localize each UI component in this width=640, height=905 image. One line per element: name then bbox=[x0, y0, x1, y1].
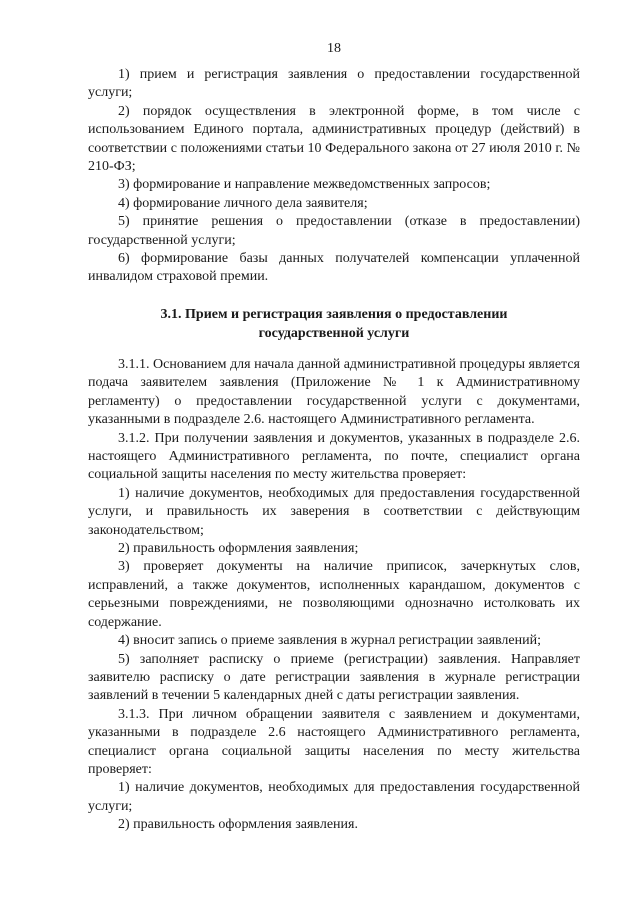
section-title-line-2: государственной услуги bbox=[258, 326, 410, 341]
section-body bbox=[88, 356, 580, 835]
procedure-list bbox=[88, 66, 580, 287]
paragraph: 3.1.1. Основанием для начала данной административной процедуры является подача заявителем заявления (Приложение № 1 к Административному регламенту) о предоставлении государственной услуги с документами, указанными в подразделе 2.6. настоящего Административного регламента. bbox=[88, 357, 580, 428]
list-item: 3) формирование и направление межведомственных запросов; bbox=[118, 177, 491, 193]
list-item: 4) формирование личного дела заявителя; bbox=[118, 195, 368, 211]
list-item: 5) принятие решения о предоставлении (отказе в предоставлении) государственной услуги; bbox=[88, 214, 580, 248]
list-item: 1) прием и регистрация заявления о предоставлении государственной услуги; bbox=[88, 67, 580, 101]
page-number: 18 bbox=[327, 41, 341, 56]
paragraph: 2) правильность оформления заявления. bbox=[118, 817, 358, 833]
paragraph: 5) заполняет расписку о приеме (регистрации) заявления. Направляет заявителю расписку о дате регистрации заявления в журнале регистрации заявлений в течении 5 календарных дней с даты регистрации заявления. bbox=[88, 651, 580, 704]
paragraph: 1) наличие документов, необходимых для предоставления государственной услуги; bbox=[88, 780, 580, 814]
paragraph: 3.1.2. При получении заявления и документов, указанных в подразделе 2.6. настоящего Административного регламента, по почте, специалист органа социальной защиты населения по месту жительства проверяет: bbox=[88, 430, 580, 483]
section-heading bbox=[88, 305, 580, 343]
paragraph: 3) проверяет документы на наличие приписок, зачеркнутых слов, исправлений, а также документов, исполненных карандашом, документов с серьезными повреждениями, не позволяющими однозначно истолковать их содержание. bbox=[88, 559, 580, 630]
paragraph: 2) правильность оформления заявления; bbox=[118, 541, 359, 557]
list-item: 2) порядок осуществления в электронной форме, в том числе с использованием Единого портала, административных процедур (действий) в соответствии с положениями статьи 10 Федерального закона от 27 июля 2010 г. № 210-ФЗ; bbox=[88, 103, 580, 175]
section-title-line-1: 3.1. Прием и регистрация заявления о предоставлении bbox=[160, 307, 508, 322]
document-page bbox=[88, 0, 580, 905]
paragraph: 3.1.3. При личном обращении заявителя с заявлением и документами, указанными в подразделе 2.6 настоящего Административного регламента, специалист органа социальной защиты населения по месту жительства проверяет: bbox=[88, 706, 580, 777]
list-item: 6) формирование базы данных получателей компенсации уплаченной инвалидом страховой премии. bbox=[88, 251, 580, 285]
paragraph: 4) вносит запись о приеме заявления в журнал регистрации заявлений; bbox=[118, 633, 542, 649]
paragraph: 1) наличие документов, необходимых для предоставления государственной услуги, и правильность их заверения в соответствии с действующим законодательством; bbox=[88, 485, 580, 538]
